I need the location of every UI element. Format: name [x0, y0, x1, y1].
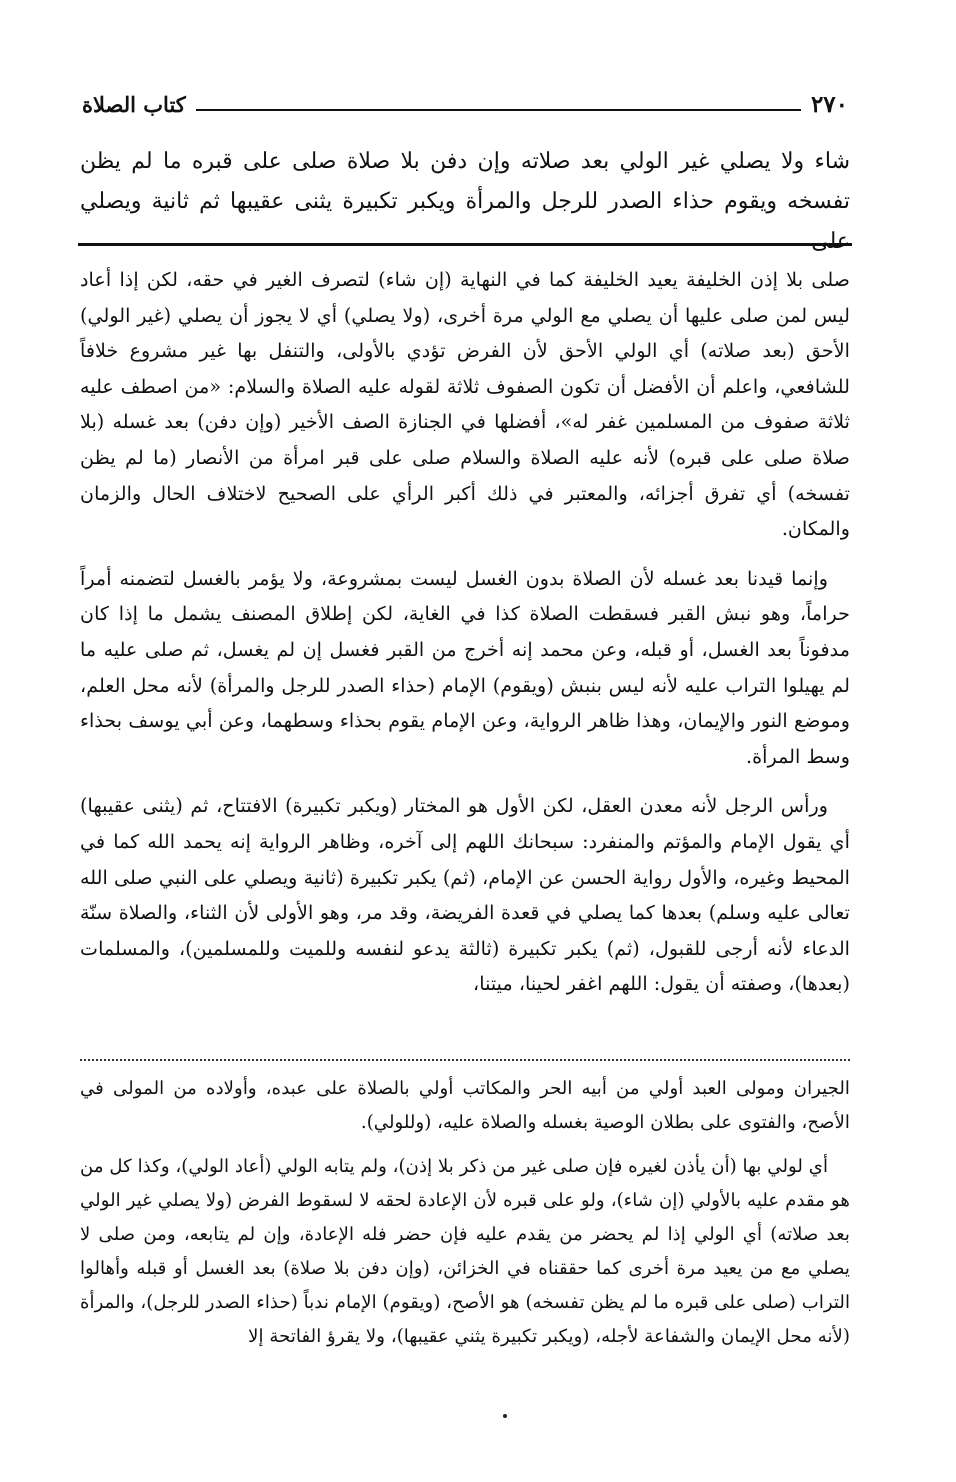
sharh-paragraph: وإنما قيدنا بعد غسله لأن الصلاة بدون الغسل ليست بمشروعة، ولا يؤمر بالغسل لتضمنه أمراً حراماً، وهو نبش القبر فسقطت الصلاة كذا في الغاية، لكن إطلاق المصنف يشمل ما إذا كان مدفوناً بعد الغسل، أو قبله، وعن محمد إنه أخرج من القبر فغسل إن لم يغسل، ثم صلى عليه ما لم يهيلوا التراب عليه لأنه ليس بنبش (ويقوم) الإمام (حذاء الصدر للرجل والمرأة) لأنه محل العلم، وموضع النور والإيمان، وهذا ظاهر الرواية، وعن الإمام يقوم بحذاء وسطهما، وعن أبي يوسف بحذاء وسط المرأة.	[80, 566, 850, 768]
page-mark	[503, 1414, 507, 1418]
hashiya-paragraph: أي لولي بها (أن يأذن لغيره فإن صلى غير من ذكر بلا إذن)، ولم يتابه الولي (أعاد الولي)، وكذا كل من هو مقدم عليه بالأولي (إن شاء)، ولو على قبره لأن الإعادة لحقه لا لسقوط الفرض (ولا يصلي غير الولي بعد صلاته) أي الولي إذا لم يحضر من يقدم عليه فإن حضر فله الإعادة، وإن لم يتابعه، ومن صلى لا يصلي مع من يعيد مرة أخرى كما حققناه في الخزائن، (وإن دفن بلا صلاة) بعد الغسل أو قبله وأهالوا التراب (صلى على قبره ما لم يظن تفسخه) هو الأصح، (ويقوم) الإمام ندباً (حذاء الصدر للرجل)، والمرأة (لأنه محل الإيمان والشفاعة لأجله، (ويكبر تكبيرة يثني عقيبها)، ولا يقرؤ الفاتحة إلا	[80, 1156, 850, 1347]
footnote-separator	[80, 1059, 850, 1061]
hashiya-paragraph: الجيران ومولى العبد أولي من أبيه الحر والمكاتب أولي بالصلاة على عبده، وأولاده من المولى في الأصح، والفتوى على بطلان الوصية بغسله والصلاة عليه، (وللولي).	[80, 1078, 850, 1133]
sharh-paragraph: ورأس الرجل لأنه معدن العقل، لكن الأول هو المختار (ويكبر تكبيرة) الافتتاح، ثم (يثنى عقيبها) أي يقول الإمام والمؤتم والمنفرد: سبحانك اللهم إلى آخره، وظاهر الرواية إنه يحمد الله كما في المحيط وغيره، والأول رواية الحسن عن الإمام، (ثم) يكبر تكبيرة (ثانية ويصلي على النبي صلى الله تعالى عليه وسلم) بعدها كما يصلي في قعدة الفريضة، وقد مر، وهو الأولى لأن الثناء، والصلاة سنّة الدعاء لأنه أرجى للقبول، (ثم) يكبر تكبيرة (ثالثة يدعو لنفسه وللميت وللمسلمين)، والمسلمات (بعدها)، وصفته أن يقول: اللهم اغفر لحينا، ميتنا،	[80, 794, 850, 996]
sharh-paragraph: صلى بلا إذن الخليفة يعيد الخليفة كما في النهاية (إن شاء) لتصرف الغير في حقه، لكن إذا أعاد ليس لمن صلى عليها أن يصلي مع الولي مرة أخرى، (ولا يصلي) أي لا يجوز أن يصلي (غير الولي) الأحق (بعد صلاته) أي الولي الأحق لأن الفرض تؤدي بالأولى، والتنفل بها غير مشروع خلافاً للشافعي، واعلم أن الأفضل أن تكون الصفوف ثلاثة لقوله عليه الصلاة والسلام: «من اصطف عليه ثلاثة صفوف من المسلمين غفر له»، أفضلها في الجنازة الصف الأخير (وإن دفن) بعد غسله (بلا صلاة صلى على قبره) لأنه عليه الصلاة والسلام صلى على قبر امرأة من الأنصار (ما لم يظن تفسخه) أي تفرق أجزائه، والمعتبر في ذلك أكبر الرأي على الصحيح لاختلاف الحال والزمان والمكان.	[80, 268, 850, 541]
sharh-commentary	[80, 262, 850, 1016]
header-rule	[196, 109, 801, 111]
hashiya-footnotes	[80, 1072, 850, 1364]
matn-paragraph: شاء ولا يصلي غير الولي بعد صلاته وإن دفن بلا صلاة صلى على قبره ما لم يظن تفسخه ويقوم حذاء الصدر للرجل والمرأة ويكبر تكبيرة يثنى عقيبها ثم ثانية ويصلي على	[80, 149, 850, 254]
matn-separator	[78, 243, 852, 246]
running-header	[82, 86, 848, 122]
book-title: كتاب الصلاة	[82, 91, 186, 117]
page-number: ٢٧٠	[810, 90, 848, 118]
